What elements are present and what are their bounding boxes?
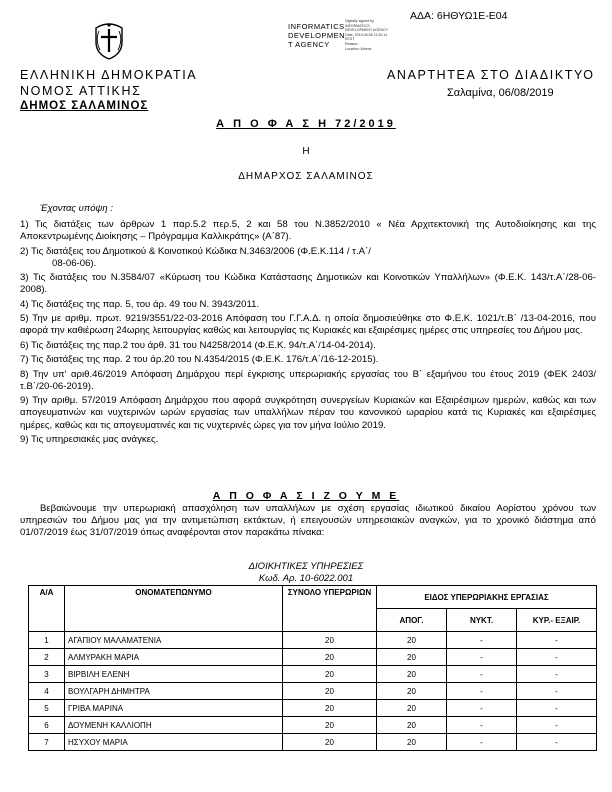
- cell-aa: 2: [29, 649, 65, 666]
- cell-afternoon: 20: [377, 649, 447, 666]
- cell-sunday: -: [517, 734, 597, 751]
- consideration-item: 1) Τις διατάξεις των άρθρων 1 παρ.5.2 περ.5, 2 και 58 του Ν.3852/2010 « Νέα Αρχιτεκτονική της Αυτοδιοίκησης και της Αποκεντρωμένης Διοίκησης – Πρόγραμμα Καλλικράτης» (Α΄87).: [20, 219, 596, 243]
- cell-name: ΓΡΙΒΑ ΜΑΡΙΝΑ: [65, 700, 283, 717]
- cell-total: 20: [283, 700, 377, 717]
- cell-total: 20: [283, 632, 377, 649]
- greek-coat-of-arms-icon: [92, 20, 126, 60]
- header-total: ΣΥΝΟΛΟ ΥΠΕΡΩΡΙΩΝ: [283, 586, 377, 632]
- cell-sunday: -: [517, 700, 597, 717]
- header-type: ΕΙΔΟΣ ΥΠΕΡΩΡΙΑΚΗΣ ΕΡΓΑΣΙΑΣ: [377, 586, 597, 609]
- cell-name: ΒΙΡΒΙΛΗ ΕΛΕΝΗ: [65, 666, 283, 683]
- cell-afternoon: 20: [377, 666, 447, 683]
- cell-name: ΑΓΑΠΙΟΥ ΜΑΛΑΜΑΤΕΝΙΑ: [65, 632, 283, 649]
- cell-sunday: -: [517, 632, 597, 649]
- service-name: ΔΙΟΙΚΗΤΙΚΕΣ ΥΠΗΡΕΣΙΕΣ: [248, 561, 364, 572]
- table-row: [29, 700, 597, 717]
- header-place-date: Σαλαμίνα, 06/08/2019: [447, 87, 554, 99]
- header-aa: Α/Α: [29, 586, 65, 632]
- budget-code: Κωδ. Αρ. 10-6022.001: [258, 573, 354, 584]
- cell-afternoon: 20: [377, 734, 447, 751]
- cell-night: -: [447, 632, 517, 649]
- cell-night: -: [447, 683, 517, 700]
- signature-agency-label: INFORMATICS DEVELOPMEN T AGENCY: [288, 22, 346, 49]
- consideration-item: 2) Τις διατάξεις του Δημοτικού & Κοινοτικού Κώδικα Ν.3463/2006 (Φ.Ε.Κ.114 / τ.Α΄/: [20, 245, 371, 257]
- consideration-item: 4) Τις διατάξεις της παρ. 5, του άρ. 49 του Ν. 3943/2011.: [20, 298, 260, 310]
- table-row: [29, 632, 597, 649]
- consideration-item: 5) Την με αριθμ. πρωτ. 9219/3551/22-03-2016 Απόφαση του Γ.Γ.Α.Δ. η οποία δημοσιεύθηκε στο Φ.Ε.Κ. 1021/τ.Β΄ /13-04-2016, που αφορά την καθιέρωση 24ωρης λειτουργίας καθώς και λειτουργίας τις Κυριακές και εξαιρέσιμες ημέρες στις υπηρεσίες του Δήμου μας.: [20, 313, 596, 337]
- decide-heading: Α Π Ο Φ Α Σ Ι Ζ Ο Υ Μ Ε: [212, 490, 400, 502]
- cell-sunday: -: [517, 666, 597, 683]
- cell-afternoon: 20: [377, 683, 447, 700]
- header-prefecture: ΝΟΜΟΣ ΑΤΤΙΚΗΣ: [20, 84, 142, 98]
- cell-night: -: [447, 717, 517, 734]
- cell-night: -: [447, 734, 517, 751]
- cell-aa: 7: [29, 734, 65, 751]
- cell-total: 20: [283, 649, 377, 666]
- cell-night: -: [447, 666, 517, 683]
- cell-sunday: -: [517, 717, 597, 734]
- consideration-item: 9) Τις υπηρεσιακές μας ανάγκες.: [20, 433, 159, 445]
- header-municipality: ΔΗΜΟΣ ΣΑΛΑΜΙΝΟΣ: [20, 100, 149, 112]
- header-republic: ΕΛΛΗΝΙΚΗ ΔΗΜΟΚΡΑΤΙΑ: [20, 68, 198, 82]
- consideration-item: 3) Τις διατάξεις του Ν.3584/07 «Κύρωση του Κώδικα Κατάστασης Δημοτικών και Κοινοτικών Υπαλλήλων» (Φ.Ε.Κ. 143/τ.Α΄/28-06-2008).: [20, 272, 596, 296]
- cell-total: 20: [283, 717, 377, 734]
- cell-aa: 1: [29, 632, 65, 649]
- table-row: [29, 717, 597, 734]
- cell-afternoon: 20: [377, 717, 447, 734]
- cell-name: ΒΟΥΛΓΑΡΗ ΔΗΜΗΤΡΑ: [65, 683, 283, 700]
- cell-sunday: -: [517, 649, 597, 666]
- decision-paragraph: Βεβαιώνουμε την υπερωριακή απασχόληση των υπαλλήλων με σχέση εργασίας ιδιωτικού δικαίου Αορίστου χρόνου των υπηρεσιών του Δήμου μας για την αντιμετώπιση εκτάκτων, ή επειγουσών υπηρεσιακών αναγκών, για το χρονικό διάστημα από 01/07/2019 έως 31/07/2019 όπως αναφέρονται στον παρακάτω πίνακα:: [20, 503, 596, 539]
- cell-name: ΑΛΜΥΡΑΚΗ ΜΑΡΙΑ: [65, 649, 283, 666]
- header-name: ΟΝΟΜΑΤΕΠΩΝΥΜΟ: [65, 586, 283, 632]
- cell-aa: 3: [29, 666, 65, 683]
- consideration-item-continuation: 08-06-06).: [52, 257, 97, 269]
- consideration-item: 9) Την αριθμ. 57/2019 Απόφαση Δημάρχου που αφορά συγκρότηση συνεργείων Κυριακών και Εξαιρέσιμων ημερών, καθώς και των απογευματινών και νυχτερινών ωρών εργασίας των υπαλλήλων πέραν του κανονικού ωραρίου κατά τις Κυριακές και εξαιρέσιμες ημέρες, καθώς και τις απογευματινές και τις νυχτερινές ώρες για τον μήνα Ιούλιο 2019.: [20, 395, 596, 431]
- decision-title: Α Π Ο Φ Α Σ Η 72/2019: [216, 118, 396, 130]
- cell-name: ΔΟΥΜΕΝΗ ΚΑΛΛΙΟΠΗ: [65, 717, 283, 734]
- considering-label: Έχοντας υπόψη :: [40, 203, 113, 214]
- considerations-list: [20, 219, 596, 448]
- mayor-heading: ΔΗΜΑΡΧΟΣ ΣΑΛΑΜΙΝΟΣ: [238, 171, 374, 182]
- cell-afternoon: 20: [377, 700, 447, 717]
- cell-name: ΗΣΥΧΟΥ ΜΑΡΙΑ: [65, 734, 283, 751]
- table-row: [29, 649, 597, 666]
- cell-total: 20: [283, 666, 377, 683]
- article-letter: Η: [302, 146, 310, 157]
- cell-night: -: [447, 700, 517, 717]
- table-row: [29, 734, 597, 751]
- cell-afternoon: 20: [377, 632, 447, 649]
- cell-aa: 5: [29, 700, 65, 717]
- header-night: ΝΥΚΤ.: [447, 609, 517, 632]
- consideration-item: 8) Την υπ' αριθ.46/2019 Απόφαση Δημάρχου περί έγκρισης υπερωριακής εργασίας του Β΄ εξαμήνου του έτους 2019 (ΦΕΚ 2403/τ.Β΄/20-06-2019).: [20, 368, 596, 392]
- cell-night: -: [447, 649, 517, 666]
- ada-code: ΑΔΑ: 6ΗΘΥΩ1Ε-Ε04: [410, 10, 508, 22]
- cell-sunday: -: [517, 683, 597, 700]
- header-publish-notice: ΑΝΑΡΤΗΤΕΑ ΣΤΟ ΔΙΑΔΙΚΤΥΟ: [387, 68, 595, 82]
- header-afternoon: ΑΠΟΓ.: [377, 609, 447, 632]
- cell-aa: 6: [29, 717, 65, 734]
- digital-signature-details: Digitally signed by INFORMATICS DEVELOPMENT AGENCY Date: 2019.08.06 11:32:14 EEST Reason: Location: Athens: [345, 19, 389, 51]
- table-row: [29, 666, 597, 683]
- consideration-item: 7) Τις διατάξεις της παρ. 2 του άρ.20 του Ν.4354/2015 (Φ.Ε.Κ. 176/τ.Α΄/16-12-2015).: [20, 354, 379, 366]
- cell-total: 20: [283, 683, 377, 700]
- cell-aa: 4: [29, 683, 65, 700]
- consideration-item: 6) Τις διατάξεις της παρ.2 του άρθ. 31 του Ν4258/2014 (Φ.Ε.Κ. 94/τ.Α΄/14-04-2014).: [20, 339, 376, 351]
- overtime-table: [28, 585, 597, 751]
- table-row: [29, 683, 597, 700]
- cell-total: 20: [283, 734, 377, 751]
- header-sunday: ΚΥΡ.- ΕΞΑΙΡ.: [517, 609, 597, 632]
